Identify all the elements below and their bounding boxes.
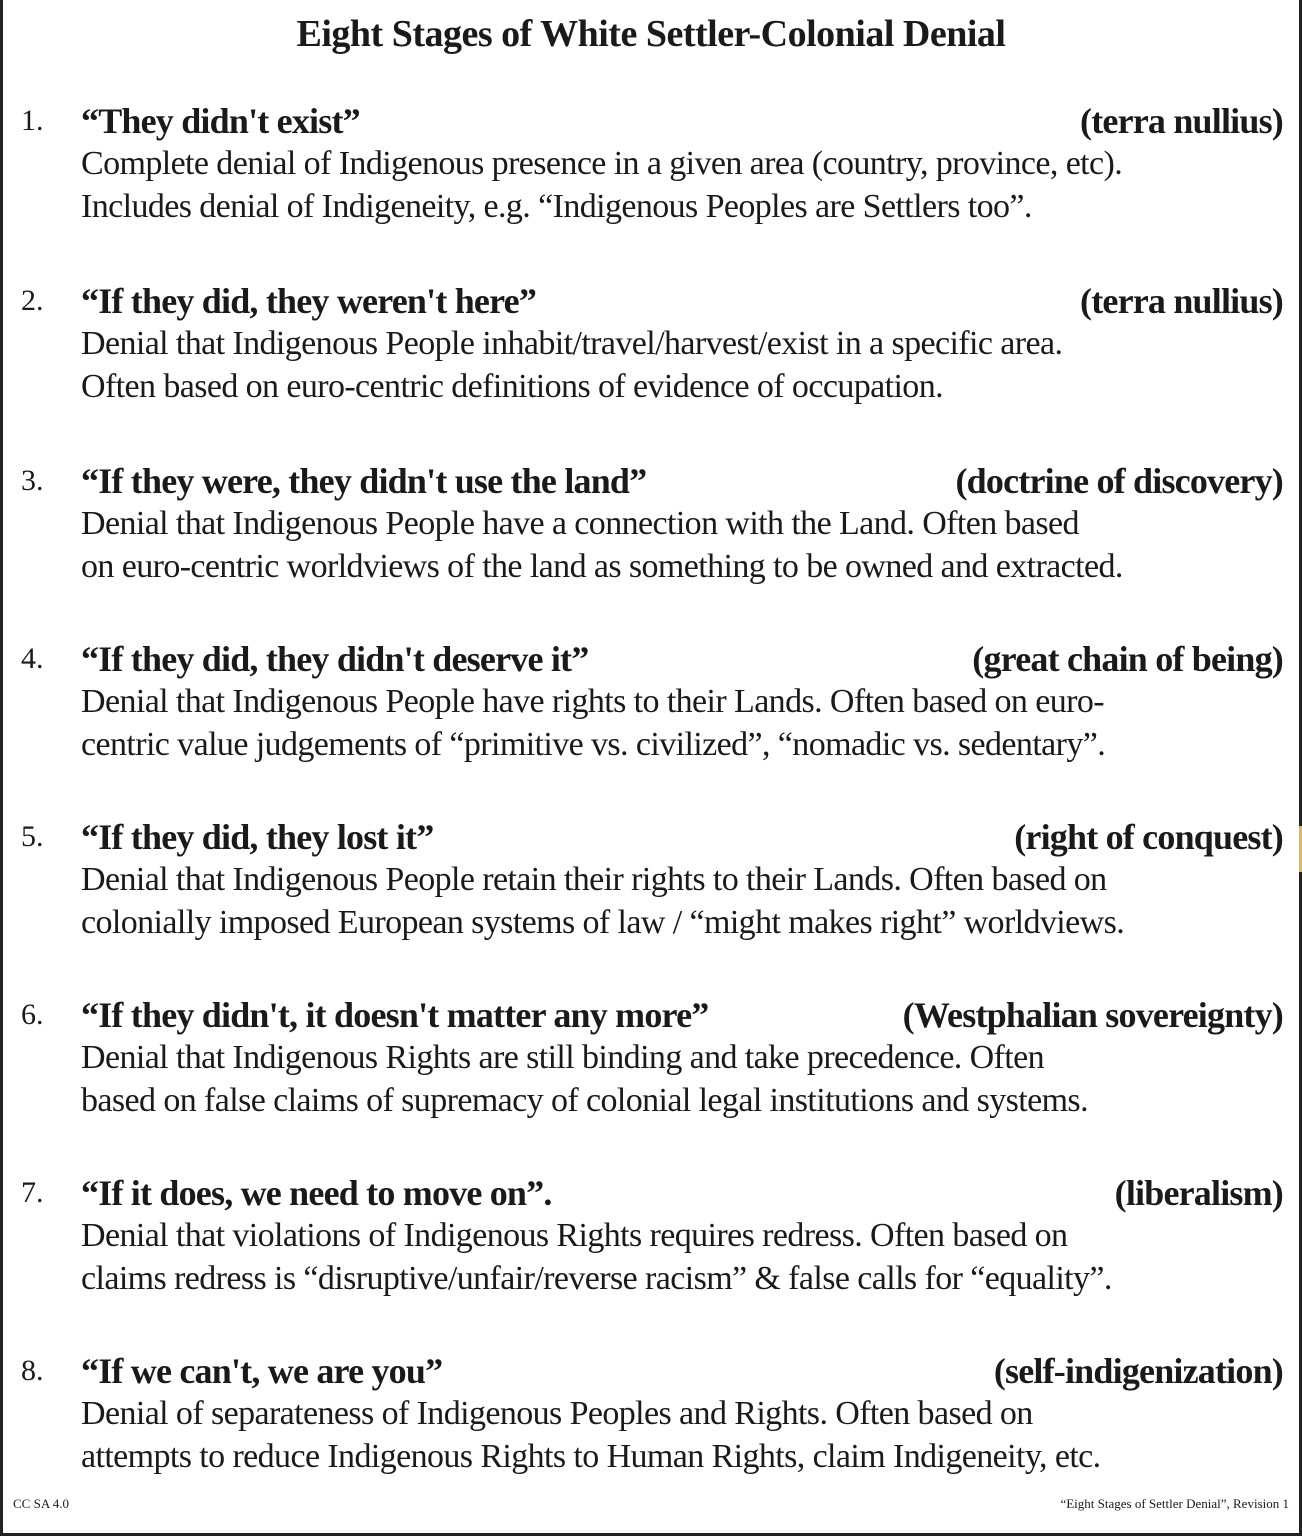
stage-quote: “They didn't exist” xyxy=(81,101,360,141)
description-line: Denial that Indigenous People have rights to their Lands. Often based on euro- xyxy=(81,683,1104,720)
description-line: Denial that Indigenous People inhabit/travel/harvest/exist in a specific area. xyxy=(81,325,1063,362)
description-line: based on false claims of supremacy of colonial legal institutions and systems. xyxy=(81,1082,1088,1119)
stage-description xyxy=(81,142,1286,228)
description-line: Denial that Indigenous People retain their rights to their Lands. Often based on xyxy=(81,861,1107,898)
stage-number: 5. xyxy=(21,820,44,853)
stage-quote: “If it does, we need to move on”. xyxy=(81,1173,552,1213)
stage-label: (right of conquest) xyxy=(1014,817,1283,857)
description-line: Often based on euro-centric definitions of evidence of occupation. xyxy=(81,368,943,405)
stage-label: (Westphalian sovereignty) xyxy=(902,995,1283,1035)
description-line: claims redress is “disruptive/unfair/reverse racism” & false calls for “equality”. xyxy=(81,1260,1112,1297)
stage-label: (doctrine of discovery) xyxy=(955,461,1283,501)
description-line: Denial that violations of Indigenous Rights requires redress. Often based on xyxy=(81,1217,1068,1254)
description-line: Includes denial of Indigeneity, e.g. “Indigenous Peoples are Settlers too”. xyxy=(81,188,1032,225)
stage-quote: “If they were, they didn't use the land” xyxy=(81,461,647,501)
stage-description xyxy=(81,502,1286,588)
stage-number: 4. xyxy=(21,642,44,675)
stage-label: (great chain of being) xyxy=(972,639,1283,679)
stage-number: 3. xyxy=(21,464,44,497)
stage-description xyxy=(81,322,1286,408)
stage-number: 2. xyxy=(21,284,44,317)
stage-quote: “If they did, they didn't deserve it” xyxy=(81,639,589,679)
stage-description xyxy=(81,858,1286,944)
description-line: attempts to reduce Indigenous Rights to Human Rights, claim Indigeneity, etc. xyxy=(81,1438,1101,1475)
description-line: centric value judgements of “primitive vs. civilized”, “nomadic vs. sedentary”. xyxy=(81,726,1106,763)
stage-label: (terra nullius) xyxy=(1080,101,1283,141)
stage-quote: “If they did, they weren't here” xyxy=(81,281,537,321)
stage-label: (liberalism) xyxy=(1114,1173,1283,1213)
description-line: Denial that Indigenous People have a connection with the Land. Often based xyxy=(81,505,1079,542)
stage-quote: “If they did, they lost it” xyxy=(81,817,434,857)
credit-footer: “Eight Stages of Settler Denial”, Revision 1 xyxy=(1060,1496,1289,1511)
description-line: colonially imposed European systems of law / “might makes right” worldviews. xyxy=(81,904,1125,941)
stage-quote: “If they didn't, it doesn't matter any more” xyxy=(81,995,709,1035)
description-line: on euro-centric worldviews of the land as something to be owned and extracted. xyxy=(81,548,1123,585)
description-line: Complete denial of Indigenous presence in a given area (country, province, etc). xyxy=(81,145,1123,182)
stage-label: (self-indigenization) xyxy=(993,1351,1283,1391)
license-footer: CC SA 4.0 xyxy=(13,1496,69,1511)
stage-description xyxy=(81,1036,1286,1122)
stage-number: 1. xyxy=(21,104,44,137)
stage-number: 8. xyxy=(21,1354,44,1387)
description-line: Denial of separateness of Indigenous Peoples and Rights. Often based on xyxy=(81,1395,1033,1432)
stage-number: 6. xyxy=(21,998,44,1031)
stage-number: 7. xyxy=(21,1176,44,1209)
description-line: Denial that Indigenous Rights are still binding and take precedence. Often xyxy=(81,1039,1045,1076)
stage-description xyxy=(81,1392,1286,1478)
stage-quote: “If we can't, we are you” xyxy=(81,1351,443,1391)
stage-description xyxy=(81,680,1286,766)
stage-label: (terra nullius) xyxy=(1080,281,1283,321)
page-title: Eight Stages of White Settler-Colonial Denial xyxy=(296,13,1006,55)
stage-description xyxy=(81,1214,1286,1300)
